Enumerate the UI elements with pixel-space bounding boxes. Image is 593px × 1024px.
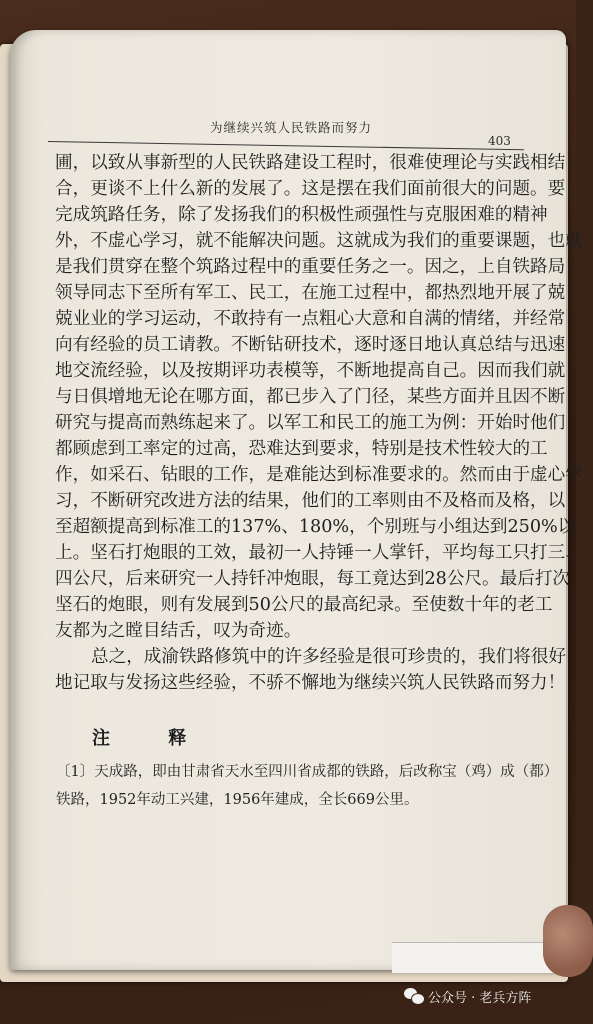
body-line: 四公尺，后来研究一人持钎冲炮眼，每工竟达到28公尺。最后打次: [55, 569, 571, 589]
watermark: [404, 986, 531, 1006]
body-line: 坚石的炮眼，则有发展到50公尺的最高纪录。至使数十年的老工: [55, 595, 553, 615]
thumb: [543, 905, 593, 977]
body-line: 是我们贯穿在整个筑路过程中的重要任务之一。因之，上自铁路局: [55, 257, 566, 277]
body-line: 至超额提高到标准工的137%、180%，个别班与小组达到250%以: [55, 517, 576, 537]
body-line: 向有经验的员工请教。不断钻研技术，逐时逐日地认真总结与迅速: [55, 335, 566, 355]
note-line: 〔1〕天成路，即由甘肃省天水至四川省成都的铁路，后改称宝（鸡）成（都）: [56, 764, 559, 780]
body-line: 外，不虚心学习，就不能解决问题。这就成为我们的重要课题，也就: [55, 231, 583, 251]
body-text: [55, 150, 583, 696]
body-line: 合，更谈不上什么新的发展了。这是摆在我们面前很大的问题。要: [55, 179, 566, 199]
body-line: 地记取与发扬这些经验，不骄不懈地为继续兴筑人民铁路而努力！: [55, 673, 566, 693]
body-line: 上。坚石打炮眼的工效，最初一人持锤一人掌钎，平均每工只打三、: [55, 543, 583, 563]
body-line: 作，如采石、钻眼的工作，是难能达到标准要求的。然而由于虚心学: [55, 465, 583, 485]
body-line: 地交流经验，以及按期评功表模等，不断地提高自己。因而我们就: [55, 361, 566, 381]
page-edge: [392, 942, 556, 973]
page-number: 403: [488, 134, 511, 148]
body-line: 研究与提高而熟练起来了。以军工和民工的施工为例：开始时他们: [55, 413, 566, 433]
body-line: 领导同志下至所有军工、民工，在施工过程中，都热烈地开展了兢: [55, 283, 566, 303]
body-line: 习，不断研究改进方法的结果，他们的工率则由不及格而及格，以: [55, 491, 566, 511]
watermark-text: 公众号 · 老兵方阵: [428, 990, 532, 1006]
body-line: 友都为之瞠目结舌，叹为奇迹。: [55, 621, 302, 641]
running-title: 为继续兴筑人民铁路而努力: [210, 120, 373, 135]
body-line: 完成筑路任务，除了发扬我们的积极性顽强性与克服困难的精神: [55, 205, 548, 225]
notes-heading: 注 释: [92, 728, 213, 749]
body-line: 兢业业的学习运动，不敢持有一点粗心大意和自满的情绪，并经常: [55, 309, 566, 329]
notes-list: [56, 758, 559, 814]
body-line: 都顾虑到工率定的过高，恐难达到要求，特别是技术性较大的工: [55, 439, 548, 459]
body-line: 与日俱增地无论在哪方面，都已步入了门径，某些方面并且因不断: [55, 387, 566, 407]
wechat-icon: [404, 986, 424, 1006]
note-line: 铁路，1952年动工兴建，1956年建成，全长669公里。: [56, 792, 419, 808]
body-line: 圃，以致从事新型的人民铁路建设工程时，很难使理论与实践相结: [55, 153, 566, 173]
body-line: 总之，成渝铁路修筑中的许多经验是很可珍贵的，我们将很好: [91, 647, 567, 667]
